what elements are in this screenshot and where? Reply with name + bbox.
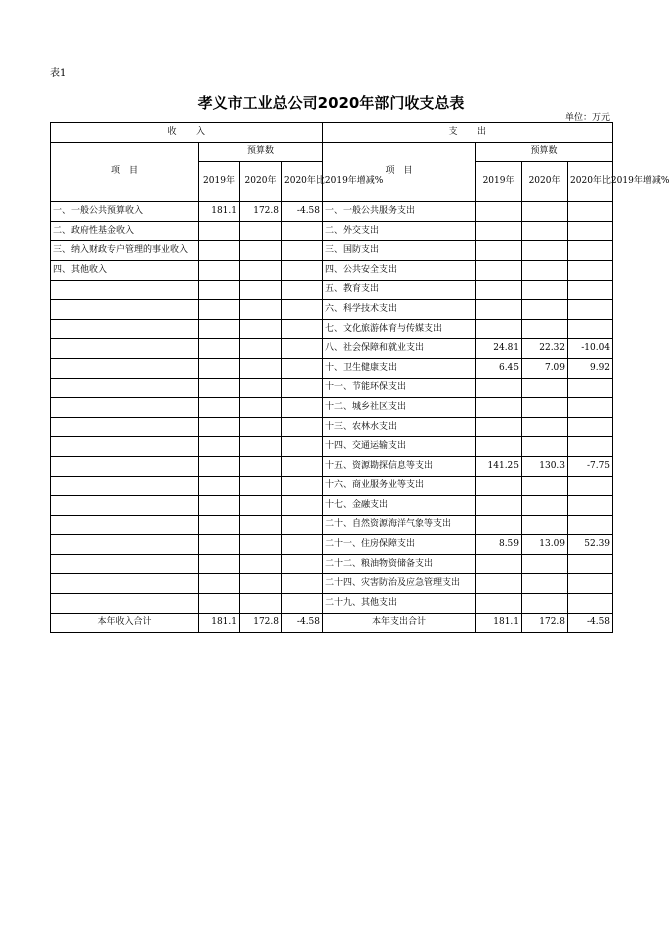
expense-item-cell: 十一、节能环保支出	[323, 378, 476, 398]
expense-change-cell	[568, 260, 613, 280]
income-change-cell	[282, 437, 323, 457]
expense-2020-cell	[522, 378, 568, 398]
income-change-cell	[282, 260, 323, 280]
income-2020-cell	[240, 339, 282, 359]
table-row	[51, 496, 613, 516]
table-row	[51, 535, 613, 555]
income-item-header: 项 目	[51, 142, 199, 202]
table-row	[51, 378, 613, 398]
expense-change-cell	[568, 554, 613, 574]
income-change-cell	[282, 280, 323, 300]
expense-2020-cell	[522, 398, 568, 418]
income-2020-cell	[240, 535, 282, 555]
expense-2020-header: 2020年	[522, 162, 568, 202]
income-change-cell	[282, 456, 323, 476]
total-row	[51, 613, 613, 633]
expense-2019-cell	[476, 300, 522, 320]
expense-2020-cell	[522, 319, 568, 339]
table-row	[51, 319, 613, 339]
income-change-cell	[282, 241, 323, 261]
income-2020-cell	[240, 417, 282, 437]
table-row	[51, 594, 613, 614]
expense-item-cell: 二十四、灾害防治及应急管理支出	[323, 574, 476, 594]
table-row	[51, 554, 613, 574]
expense-2019-cell: 6.45	[476, 358, 522, 378]
expense-2020-cell	[522, 221, 568, 241]
expense-change-cell	[568, 241, 613, 261]
expense-item-cell: 七、文化旅游体育与传媒支出	[323, 319, 476, 339]
income-2019-cell	[199, 260, 240, 280]
expense-2020-cell: 130.3	[522, 456, 568, 476]
expense-change-cell	[568, 417, 613, 437]
income-item-cell	[51, 574, 199, 594]
income-2020-cell	[240, 496, 282, 516]
table-row	[51, 574, 613, 594]
expense-change-cell: -7.75	[568, 456, 613, 476]
page-title: 孝义市工业总公司2020年部门收支总表	[197, 94, 465, 112]
expense-change-cell: 9.92	[568, 358, 613, 378]
income-item-cell	[51, 515, 199, 535]
income-2019-header: 2019年	[199, 162, 240, 202]
expense-total-2020: 172.8	[522, 613, 568, 633]
expense-2019-header: 2019年	[476, 162, 522, 202]
table-row	[51, 456, 613, 476]
header-row-1	[51, 123, 613, 143]
expense-total-change: -4.58	[568, 613, 613, 633]
table-row	[51, 339, 613, 359]
income-change-cell	[282, 319, 323, 339]
income-total-change: -4.58	[282, 613, 323, 633]
expense-item-cell: 六、科学技术支出	[323, 300, 476, 320]
expense-change-cell	[568, 398, 613, 418]
expense-item-cell: 二十、自然资源海洋气象等支出	[323, 515, 476, 535]
budget-table	[50, 122, 669, 633]
expense-item-cell: 一、一般公共服务支出	[323, 202, 476, 222]
expense-2019-cell	[476, 221, 522, 241]
income-2019-cell	[199, 535, 240, 555]
income-item-cell	[51, 300, 199, 320]
income-item-cell	[51, 339, 199, 359]
income-change-cell	[282, 378, 323, 398]
income-2019-cell	[199, 221, 240, 241]
expense-2020-cell	[522, 574, 568, 594]
expense-2020-cell: 13.09	[522, 535, 568, 555]
expense-item-cell: 二十一、住房保障支出	[323, 535, 476, 555]
expense-change-cell	[568, 515, 613, 535]
expense-2020-cell	[522, 437, 568, 457]
income-2020-cell	[240, 300, 282, 320]
income-item-cell	[51, 398, 199, 418]
table-row	[51, 515, 613, 535]
expense-2019-cell: 141.25	[476, 456, 522, 476]
income-2019-cell	[199, 574, 240, 594]
income-item-cell	[51, 496, 199, 516]
income-2020-cell	[240, 515, 282, 535]
expense-change-cell	[568, 476, 613, 496]
income-change-cell	[282, 339, 323, 359]
income-item-cell	[51, 280, 199, 300]
income-total-2019: 181.1	[199, 613, 240, 633]
table-row	[51, 476, 613, 496]
income-change-cell	[282, 398, 323, 418]
income-2019-cell	[199, 398, 240, 418]
table-row	[51, 437, 613, 457]
expense-2020-cell: 22.32	[522, 339, 568, 359]
income-2019-cell	[199, 594, 240, 614]
income-2019-cell	[199, 300, 240, 320]
expense-change-cell	[568, 378, 613, 398]
expense-2019-cell	[476, 378, 522, 398]
income-2020-cell	[240, 456, 282, 476]
expense-change-cell	[568, 319, 613, 339]
expense-item-cell: 二十二、粮油物资储备支出	[323, 554, 476, 574]
table-row	[51, 280, 613, 300]
expense-2020-cell	[522, 300, 568, 320]
income-change-cell	[282, 476, 323, 496]
income-change-cell	[282, 300, 323, 320]
expense-header: 支 出	[323, 123, 613, 143]
expense-2020-cell	[522, 202, 568, 222]
income-item-cell: 一、一般公共预算收入	[51, 202, 199, 222]
expense-item-cell: 二十九、其他支出	[323, 594, 476, 614]
expense-change-cell	[568, 202, 613, 222]
expense-2019-cell: 8.59	[476, 535, 522, 555]
expense-2020-cell	[522, 417, 568, 437]
expense-item-cell: 二、外交支出	[323, 221, 476, 241]
unit-label: 单位：万元	[564, 113, 610, 123]
income-change-cell	[282, 358, 323, 378]
expense-budget-header: 预算数	[476, 142, 613, 162]
expense-2019-cell	[476, 280, 522, 300]
expense-item-header: 项 目	[323, 142, 476, 202]
expense-2019-cell	[476, 202, 522, 222]
table-row	[51, 260, 613, 280]
income-header: 收 入	[51, 123, 323, 143]
expense-item-cell: 五、教育支出	[323, 280, 476, 300]
expense-2019-cell	[476, 437, 522, 457]
table-row	[51, 358, 613, 378]
expense-change-cell: -10.04	[568, 339, 613, 359]
income-2019-cell	[199, 280, 240, 300]
expense-item-cell: 四、公共安全支出	[323, 260, 476, 280]
expense-item-cell: 十二、城乡社区支出	[323, 398, 476, 418]
income-2019-cell: 181.1	[199, 202, 240, 222]
expense-item-cell: 三、国防支出	[323, 241, 476, 261]
income-2020-cell	[240, 378, 282, 398]
expense-2019-cell	[476, 241, 522, 261]
expense-2019-cell	[476, 417, 522, 437]
income-item-cell	[51, 594, 199, 614]
income-2019-cell	[199, 496, 240, 516]
income-change-cell	[282, 594, 323, 614]
income-item-cell	[51, 319, 199, 339]
income-2019-cell	[199, 554, 240, 574]
expense-change-header: 2020年比2019年增减%	[568, 162, 613, 202]
table-row	[51, 241, 613, 261]
expense-item-cell: 八、社会保障和就业支出	[323, 339, 476, 359]
income-2020-cell	[240, 398, 282, 418]
income-change-cell	[282, 554, 323, 574]
expense-change-cell	[568, 300, 613, 320]
table-row	[51, 417, 613, 437]
expense-2019-cell: 24.81	[476, 339, 522, 359]
expense-2020-cell: 7.09	[522, 358, 568, 378]
income-2019-cell	[199, 515, 240, 535]
income-item-cell	[51, 358, 199, 378]
income-2019-cell	[199, 358, 240, 378]
expense-change-cell	[568, 496, 613, 516]
income-2019-cell	[199, 417, 240, 437]
income-change-cell	[282, 515, 323, 535]
income-2020-cell: 172.8	[240, 202, 282, 222]
table-row	[51, 300, 613, 320]
income-change-cell	[282, 221, 323, 241]
expense-2020-cell	[522, 280, 568, 300]
table-row	[51, 202, 613, 222]
income-change-cell	[282, 496, 323, 516]
expense-change-cell	[568, 594, 613, 614]
expense-2020-cell	[522, 260, 568, 280]
income-2020-cell	[240, 241, 282, 261]
income-change-cell: -4.58	[282, 202, 323, 222]
expense-2020-cell	[522, 515, 568, 535]
income-change-cell	[282, 574, 323, 594]
expense-2020-cell	[522, 476, 568, 496]
income-item-cell	[51, 535, 199, 555]
expense-2019-cell	[476, 574, 522, 594]
table-row	[51, 221, 613, 241]
expense-item-cell: 十四、交通运输支出	[323, 437, 476, 457]
income-item-cell: 二、政府性基金收入	[51, 221, 199, 241]
income-total-label: 本年收入合计	[51, 613, 199, 633]
expense-2019-cell	[476, 476, 522, 496]
income-2020-cell	[240, 476, 282, 496]
income-2020-header: 2020年	[240, 162, 282, 202]
expense-change-cell	[568, 280, 613, 300]
income-2020-cell	[240, 574, 282, 594]
income-2019-cell	[199, 339, 240, 359]
expense-2019-cell	[476, 260, 522, 280]
income-2019-cell	[199, 437, 240, 457]
expense-2019-cell	[476, 515, 522, 535]
income-item-cell: 三、纳入财政专户管理的事业收入	[51, 241, 199, 261]
expense-total-label: 本年支出合计	[323, 613, 476, 633]
sheet-tag: 表1	[50, 68, 67, 79]
table-row	[51, 398, 613, 418]
income-2020-cell	[240, 221, 282, 241]
income-2020-cell	[240, 260, 282, 280]
income-change-cell	[282, 535, 323, 555]
expense-change-cell: 52.39	[568, 535, 613, 555]
income-2019-cell	[199, 241, 240, 261]
expense-2020-cell	[522, 554, 568, 574]
expense-2020-cell	[522, 496, 568, 516]
income-2020-cell	[240, 554, 282, 574]
income-item-cell	[51, 378, 199, 398]
income-2020-cell	[240, 319, 282, 339]
expense-change-cell	[568, 221, 613, 241]
income-item-cell: 四、其他收入	[51, 260, 199, 280]
expense-change-cell	[568, 437, 613, 457]
expense-2019-cell	[476, 398, 522, 418]
expense-2020-cell	[522, 594, 568, 614]
income-2019-cell	[199, 456, 240, 476]
income-item-cell	[51, 456, 199, 476]
income-2019-cell	[199, 319, 240, 339]
income-2020-cell	[240, 280, 282, 300]
header-row-2	[51, 142, 613, 162]
income-budget-header: 预算数	[199, 142, 323, 162]
income-change-header: 2020年比2019年增减%	[282, 162, 323, 202]
expense-item-cell: 十三、农林水支出	[323, 417, 476, 437]
expense-item-cell: 十、卫生健康支出	[323, 358, 476, 378]
income-item-cell	[51, 437, 199, 457]
income-change-cell	[282, 417, 323, 437]
expense-change-cell	[568, 574, 613, 594]
expense-item-cell: 十六、商业服务业等支出	[323, 476, 476, 496]
expense-item-cell: 十七、金融支出	[323, 496, 476, 516]
income-2020-cell	[240, 437, 282, 457]
expense-2020-cell	[522, 241, 568, 261]
income-2020-cell	[240, 358, 282, 378]
income-item-cell	[51, 476, 199, 496]
expense-2019-cell	[476, 594, 522, 614]
expense-2019-cell	[476, 319, 522, 339]
expense-2019-cell	[476, 496, 522, 516]
income-item-cell	[51, 554, 199, 574]
expense-2019-cell	[476, 554, 522, 574]
expense-item-cell: 十五、资源勘探信息等支出	[323, 456, 476, 476]
income-2019-cell	[199, 476, 240, 496]
income-total-2020: 172.8	[240, 613, 282, 633]
income-2020-cell	[240, 594, 282, 614]
expense-total-2019: 181.1	[476, 613, 522, 633]
income-2019-cell	[199, 378, 240, 398]
income-item-cell	[51, 417, 199, 437]
